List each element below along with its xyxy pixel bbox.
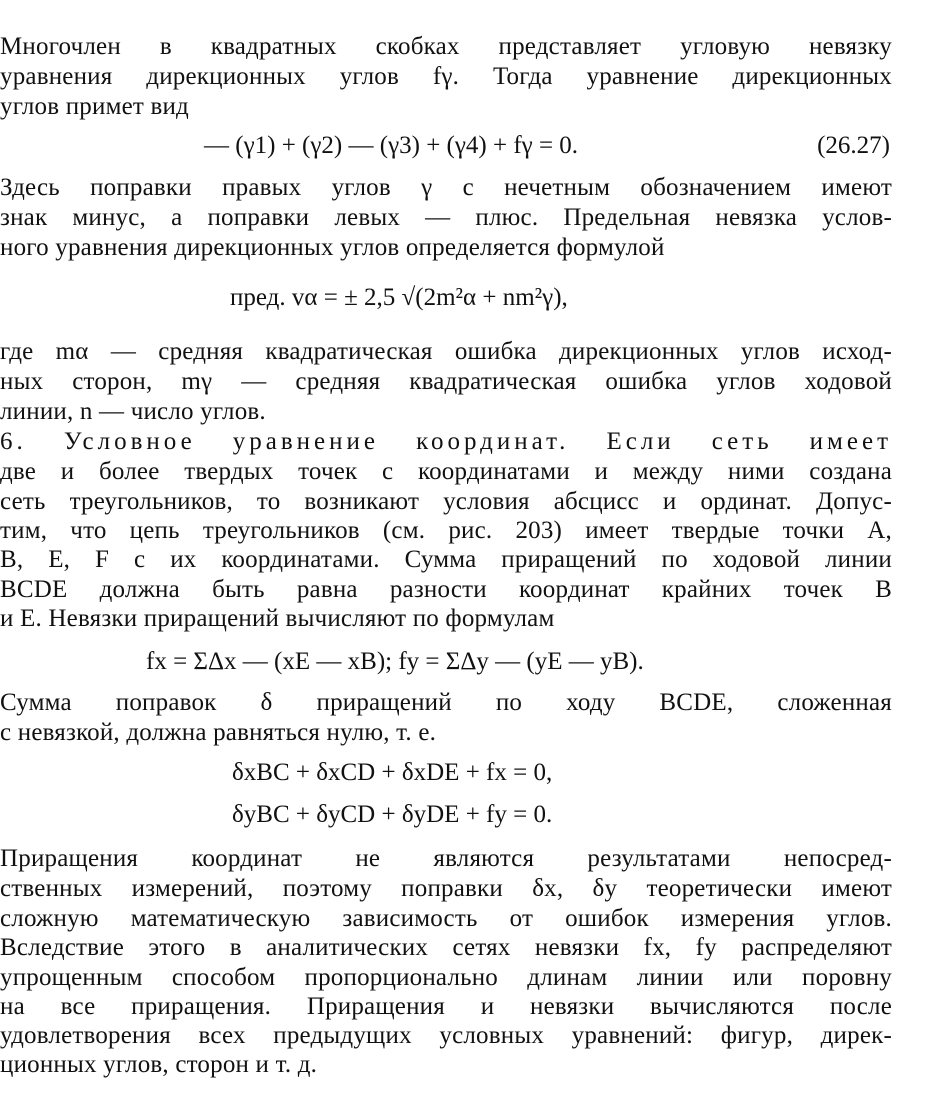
text-line: и E. Невязки приращений вычисляют по формулам xyxy=(0,605,555,632)
text-line: Вследствие этого в аналитических сетях невязки fx, fy распределяют xyxy=(0,934,892,961)
section-heading-line: 6. Условное уравнение координат. Если сеть имеет xyxy=(0,428,892,455)
formula-body: fx = ΣΔx — (xE — xB); fy = ΣΔy — (yE — yB). xyxy=(146,648,644,675)
formula-26-27 xyxy=(0,131,934,161)
text-line: ных сторон, mγ — средняя квадратическая ошибка углов ходовой xyxy=(0,368,892,395)
text-line: Сумма поправок δ приращений по ходу BCDE, сложенная xyxy=(0,689,892,716)
formula-number: (26.27) xyxy=(817,132,890,159)
formula-body: δxBC + δxCD + δxDE + fx = 0, xyxy=(232,759,553,786)
formula-body: пред. vα = ± 2,5 √(2m²α + nm²γ), xyxy=(230,284,568,311)
text-line: Приращения координат не являются результатами непосред- xyxy=(0,845,892,872)
text-line: две и более твердых точек с координатами и между ними создана xyxy=(0,458,892,485)
formula-limit-misclosure xyxy=(0,283,934,313)
text-line: ционных углов, сторон и т. д. xyxy=(0,1051,318,1078)
text-line: тим, что цепь треугольников (см. рис. 203) имеет твердые точки A, xyxy=(0,517,892,544)
formula-body: — (γ1) + (γ2) — (γ3) + (γ4) + fγ = 0. xyxy=(204,132,579,159)
text-line: Многочлен в квадратных скобках представляет угловую невязку xyxy=(0,33,892,60)
text-line: на все приращения. Приращения и невязки вычисляются после xyxy=(0,993,892,1020)
text-line: углов примет вид xyxy=(0,93,189,120)
formula-x-condition xyxy=(0,758,934,788)
formula-increment-misclosures xyxy=(0,647,934,677)
formula-body: δyBC + δyCD + δyDE + fy = 0. xyxy=(232,801,553,828)
text-line: B, E, F с их координатами. Сумма приращений по ходовой линии xyxy=(0,546,892,573)
text-line: сеть треугольников, то возникают условия абсцисс и ординат. Допус- xyxy=(0,488,892,515)
text-line: где mα — средняя квадратическая ошибка дирекционных углов исход- xyxy=(0,338,892,365)
text-line: ного уравнения дирекционных углов определяется формулой xyxy=(0,234,665,261)
text-line: сложную математическую зависимость от ошибок измерения углов. xyxy=(0,905,892,932)
text-line: Здесь поправки правых углов γ с нечетным обозначением имеют xyxy=(0,174,892,201)
formula-y-condition xyxy=(0,800,934,830)
text-line: ственных измерений, поэтому поправки δx, δy теоретически имеют xyxy=(0,875,892,902)
text-line: линии, n — число углов. xyxy=(0,398,266,425)
text-line: удовлетворения всех предыдущих условных уравнений: фигур, дирек- xyxy=(0,1022,892,1049)
text-line: BCDE должна быть равна разности координат крайних точек B xyxy=(0,576,892,603)
text-line: уравнения дирекционных углов fγ. Тогда уравнение дирекционных xyxy=(0,63,892,90)
text-line: знак минус, а поправки левых — плюс. Предельная невязка услов- xyxy=(0,204,892,231)
text-line: упрощенным способом пропорционально длинам линии или поровну xyxy=(0,964,892,991)
text-line: с невязкой, должна равняться нулю, т. е. xyxy=(0,719,437,746)
